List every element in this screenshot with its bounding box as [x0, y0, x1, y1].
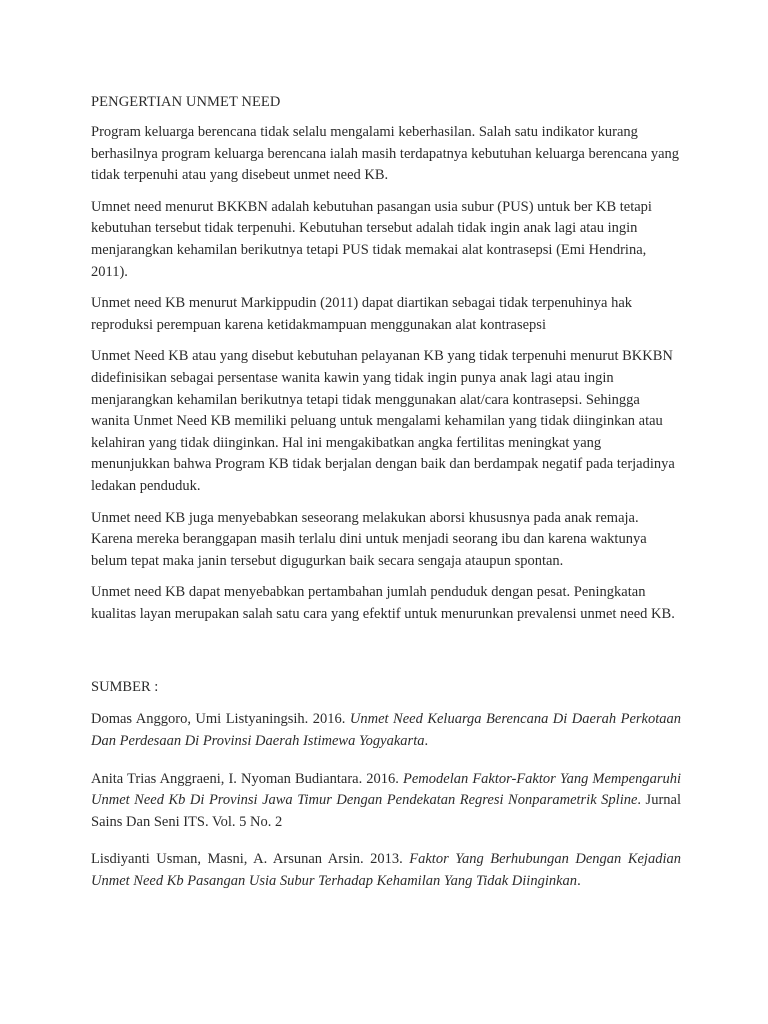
- sources-heading: SUMBER :: [91, 679, 159, 696]
- reference-2-title: Pemodelan Faktor-Faktor Yang Mempengaruhi Unmet Need Kb Di Provinsi Jawa Timur Dengan Pendekatan Regresi Nonparametrik Spline: [91, 770, 681, 809]
- document-title: PENGERTIAN UNMET NEED: [91, 94, 281, 110]
- reference-2-authors: Anita Trias Anggraeni, I. Nyoman Budiantara. 2016.: [91, 770, 404, 787]
- reference-2: [91, 769, 681, 834]
- reference-1: [91, 709, 681, 752]
- paragraph-3: Unmet need KB menurut Markippudin (2011) dapat diartikan sebagai tidak terpenuhinya hak reproduksi perempuan karena ketidakmampuan menggunakan alat kontrasepsi: [91, 295, 633, 333]
- reference-3-title: Faktor Yang Berhubungan Dengan Kejadian Unmet Need Kb Pasangan Usia Subur Terhadap Kehamilan Yang Tidak Diinginkan: [91, 851, 681, 890]
- paragraph-4: Unmet Need KB atau yang disebut kebutuhan pelayanan KB yang tidak terpenuhi menurut BKKBN didefinisikan sebagai persentase wanita kawin yang tidak ingin punya anak lagi atau ingin menjarangkan kehamilan berikutnya tetapi tidak menggunakan alat/cara kontrasepsi. Sehingga wanita Unmet Need KB memiliki peluang untuk mengalami kehamilan yang tidak diinginkan atau kelahiran yang tidak diinginkan. Hal ini mengakibatkan angka fertilitas meningkat yang menunjukkan bahwa Program KB tidak berjalan dengan baik dan berdampak negatif pada terjadinya ledakan penduduk.: [91, 348, 675, 494]
- paragraph-5: Unmet need KB juga menyebabkan seseorang melakukan aborsi khususnya pada anak remaja. Karena mereka beranggapan masih terlalu dini untuk menjadi seorang ibu dan karena waktunya belum tepat maka janin tersebut digugurkan baik secara sengaja ataupun spontan.: [91, 509, 647, 569]
- reference-1-title: Unmet Need Keluarga Berencana Di Daerah Perkotaan Dan Perdesaan Di Provinsi Daerah Istimewa Yogyakarta: [91, 711, 681, 750]
- section-spacer: [91, 635, 681, 677]
- reference-1-tail: .: [424, 733, 429, 750]
- paragraph-6: Unmet need KB dapat menyebabkan pertambahan jumlah penduduk dengan pesat. Peningkatan kualitas layan merupakan salah satu cara yang efektif untuk menurunkan prevalensi unmet need KB.: [91, 584, 675, 622]
- paragraph-1: Program keluarga berencana tidak selalu mengalami keberhasilan. Salah satu indikator kurang berhasilnya program keluarga berencana ialah masih terdapatnya kebutuhan keluarga berencana yang tidak terpenuhi atau yang disebeut unmet need KB.: [91, 124, 680, 184]
- document-page: [91, 92, 681, 909]
- reference-3: [91, 849, 681, 892]
- reference-3-tail: .: [577, 873, 581, 890]
- reference-2-tail: . Jurnal Sains Dan Seni ITS. Vol. 5 No. 2: [91, 792, 681, 830]
- reference-3-authors: Lisdiyanti Usman, Masni, A. Arsunan Arsin. 2013.: [91, 851, 410, 868]
- paragraph-2: Umnet need menurut BKKBN adalah kebutuhan pasangan usia subur (PUS) untuk ber KB tetapi kebutuhan tersebut tidak terpenuhi. Kebutuhan tersebut adalah tidak ingin anak lagi atau ingin menjarangkan kehamilan berikutnya tetapi PUS tidak memakai alat kontrasepsi (Emi Hendrina, 2011).: [91, 198, 652, 280]
- reference-1-authors: Domas Anggoro, Umi Listyaningsih. 2016.: [91, 711, 350, 728]
